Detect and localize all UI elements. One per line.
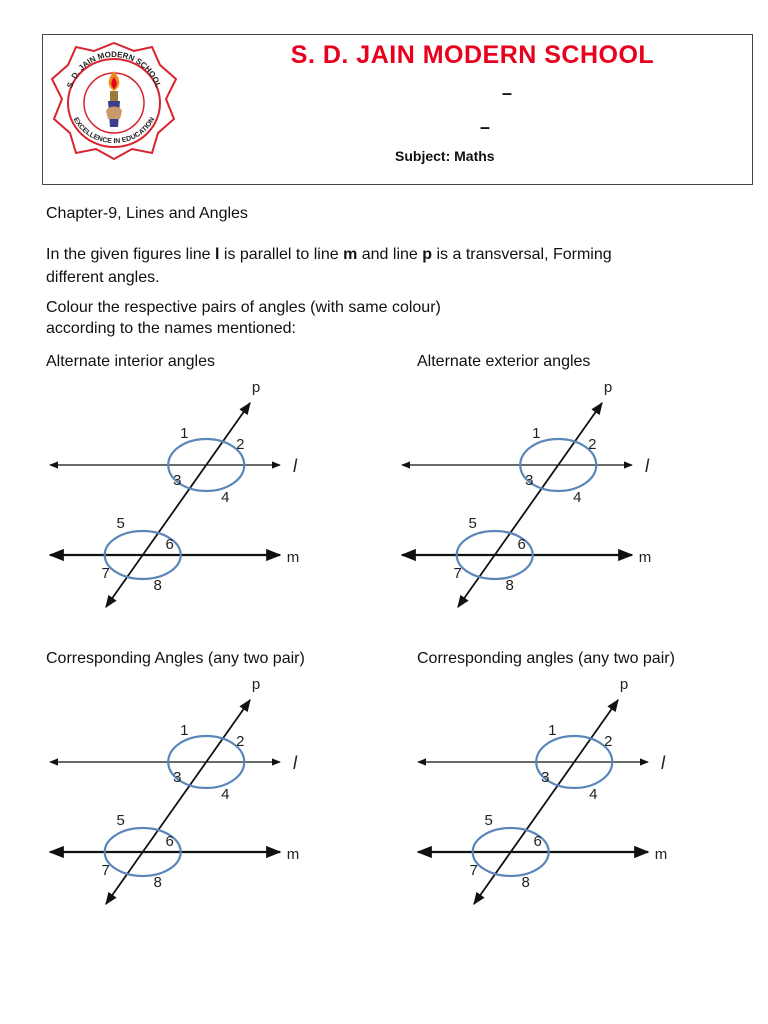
angle-label-5: 5 <box>468 515 477 532</box>
angle-label-6: 6 <box>533 833 542 850</box>
angle-label-8: 8 <box>153 874 162 891</box>
intro-line-p: p <box>422 246 433 263</box>
angle-label-1: 1 <box>180 722 189 739</box>
caption-corresponding-2: Corresponding angles (any two pair) <box>417 650 675 667</box>
angle-label-1: 1 <box>532 425 541 442</box>
intro-line-l: l <box>215 246 220 263</box>
angle-label-4: 4 <box>221 489 230 506</box>
instruction-line-1: Colour the respective pairs of angles (with same colour) <box>46 299 441 316</box>
angle-label-6: 6 <box>165 536 174 553</box>
caption-corresponding-1: Corresponding Angles (any two pair) <box>46 650 305 667</box>
angle-label-8: 8 <box>505 577 514 594</box>
angle-label-1: 1 <box>548 722 557 739</box>
angle-label-2: 2 <box>604 733 613 750</box>
label-l: l <box>293 753 297 773</box>
angle-label-3: 3 <box>173 472 182 489</box>
angle-label-8: 8 <box>153 577 162 594</box>
angle-label-6: 6 <box>165 833 174 850</box>
angle-label-8: 8 <box>521 874 530 891</box>
intro-text-4: is a transversal, Forming <box>432 246 612 263</box>
figure-alternate-interior <box>40 375 360 615</box>
angle-label-4: 4 <box>589 786 598 803</box>
angle-label-3: 3 <box>525 472 534 489</box>
label-m: m <box>286 549 300 566</box>
angle-arcs-m-lower-arc <box>473 852 549 876</box>
intro-text-3: and line <box>357 246 423 263</box>
label-p: p <box>619 676 629 693</box>
label-m: m <box>638 549 652 566</box>
angle-label-2: 2 <box>236 733 245 750</box>
angle-arcs-l-upper-arc <box>168 439 244 465</box>
angle-label-7: 7 <box>101 862 110 879</box>
header-blank-2: – <box>480 117 491 137</box>
angle-arcs-l-upper-arc <box>168 736 244 762</box>
angle-label-7: 7 <box>453 565 462 582</box>
angle-arcs-l-upper-arc <box>536 736 612 762</box>
angle-label-2: 2 <box>236 436 245 453</box>
figure-corresponding-2 <box>408 672 728 912</box>
header-box <box>42 34 753 185</box>
label-l: l <box>645 456 649 476</box>
intro-line-m: m <box>343 246 358 263</box>
label-p: p <box>251 379 261 396</box>
header-blank-1: – <box>502 83 513 103</box>
school-name: S. D. JAIN MODERN SCHOOL <box>290 41 655 69</box>
intro-text-5: different angles. <box>46 269 160 286</box>
label-m: m <box>286 846 300 863</box>
logo-text-bottom: EXCELLENCE IN EDUCATION <box>71 116 157 146</box>
instruction-paragraph <box>46 297 441 339</box>
angle-label-5: 5 <box>484 812 493 829</box>
intro-paragraph <box>46 243 746 289</box>
figure-corresponding-1 <box>40 672 360 912</box>
angle-label-5: 5 <box>116 515 125 532</box>
intro-text-1: In the given figures line <box>46 246 215 263</box>
angle-arcs-m-lower-arc <box>105 852 181 876</box>
angle-label-4: 4 <box>221 786 230 803</box>
subject-label: Subject: Maths <box>395 148 495 164</box>
instruction-line-2: according to the names mentioned: <box>46 320 296 337</box>
label-m: m <box>654 846 668 863</box>
figure-alternate-exterior <box>392 375 712 615</box>
angle-arcs-m-lower-arc <box>105 555 181 579</box>
label-p: p <box>251 676 261 693</box>
chapter-title: Chapter-9, Lines and Angles <box>46 205 248 222</box>
label-l: l <box>293 456 297 476</box>
angle-label-2: 2 <box>588 436 597 453</box>
angle-label-7: 7 <box>101 565 110 582</box>
caption-alternate-exterior: Alternate exterior angles <box>417 353 591 370</box>
angle-label-7: 7 <box>469 862 478 879</box>
angle-label-5: 5 <box>116 812 125 829</box>
caption-alternate-interior: Alternate interior angles <box>46 353 215 370</box>
label-l: l <box>661 753 665 773</box>
angle-label-6: 6 <box>517 536 526 553</box>
angle-arcs-m-lower-arc <box>457 555 533 579</box>
label-p: p <box>603 379 613 396</box>
angle-label-4: 4 <box>573 489 582 506</box>
angle-label-3: 3 <box>173 769 182 786</box>
intro-text-2: is parallel to line <box>219 246 344 263</box>
angle-arcs-l-upper-arc <box>520 439 596 465</box>
logo-text-top: S. D. JAIN MODERN SCHOOL <box>65 49 163 90</box>
angle-label-3: 3 <box>541 769 550 786</box>
angle-label-1: 1 <box>180 425 189 442</box>
